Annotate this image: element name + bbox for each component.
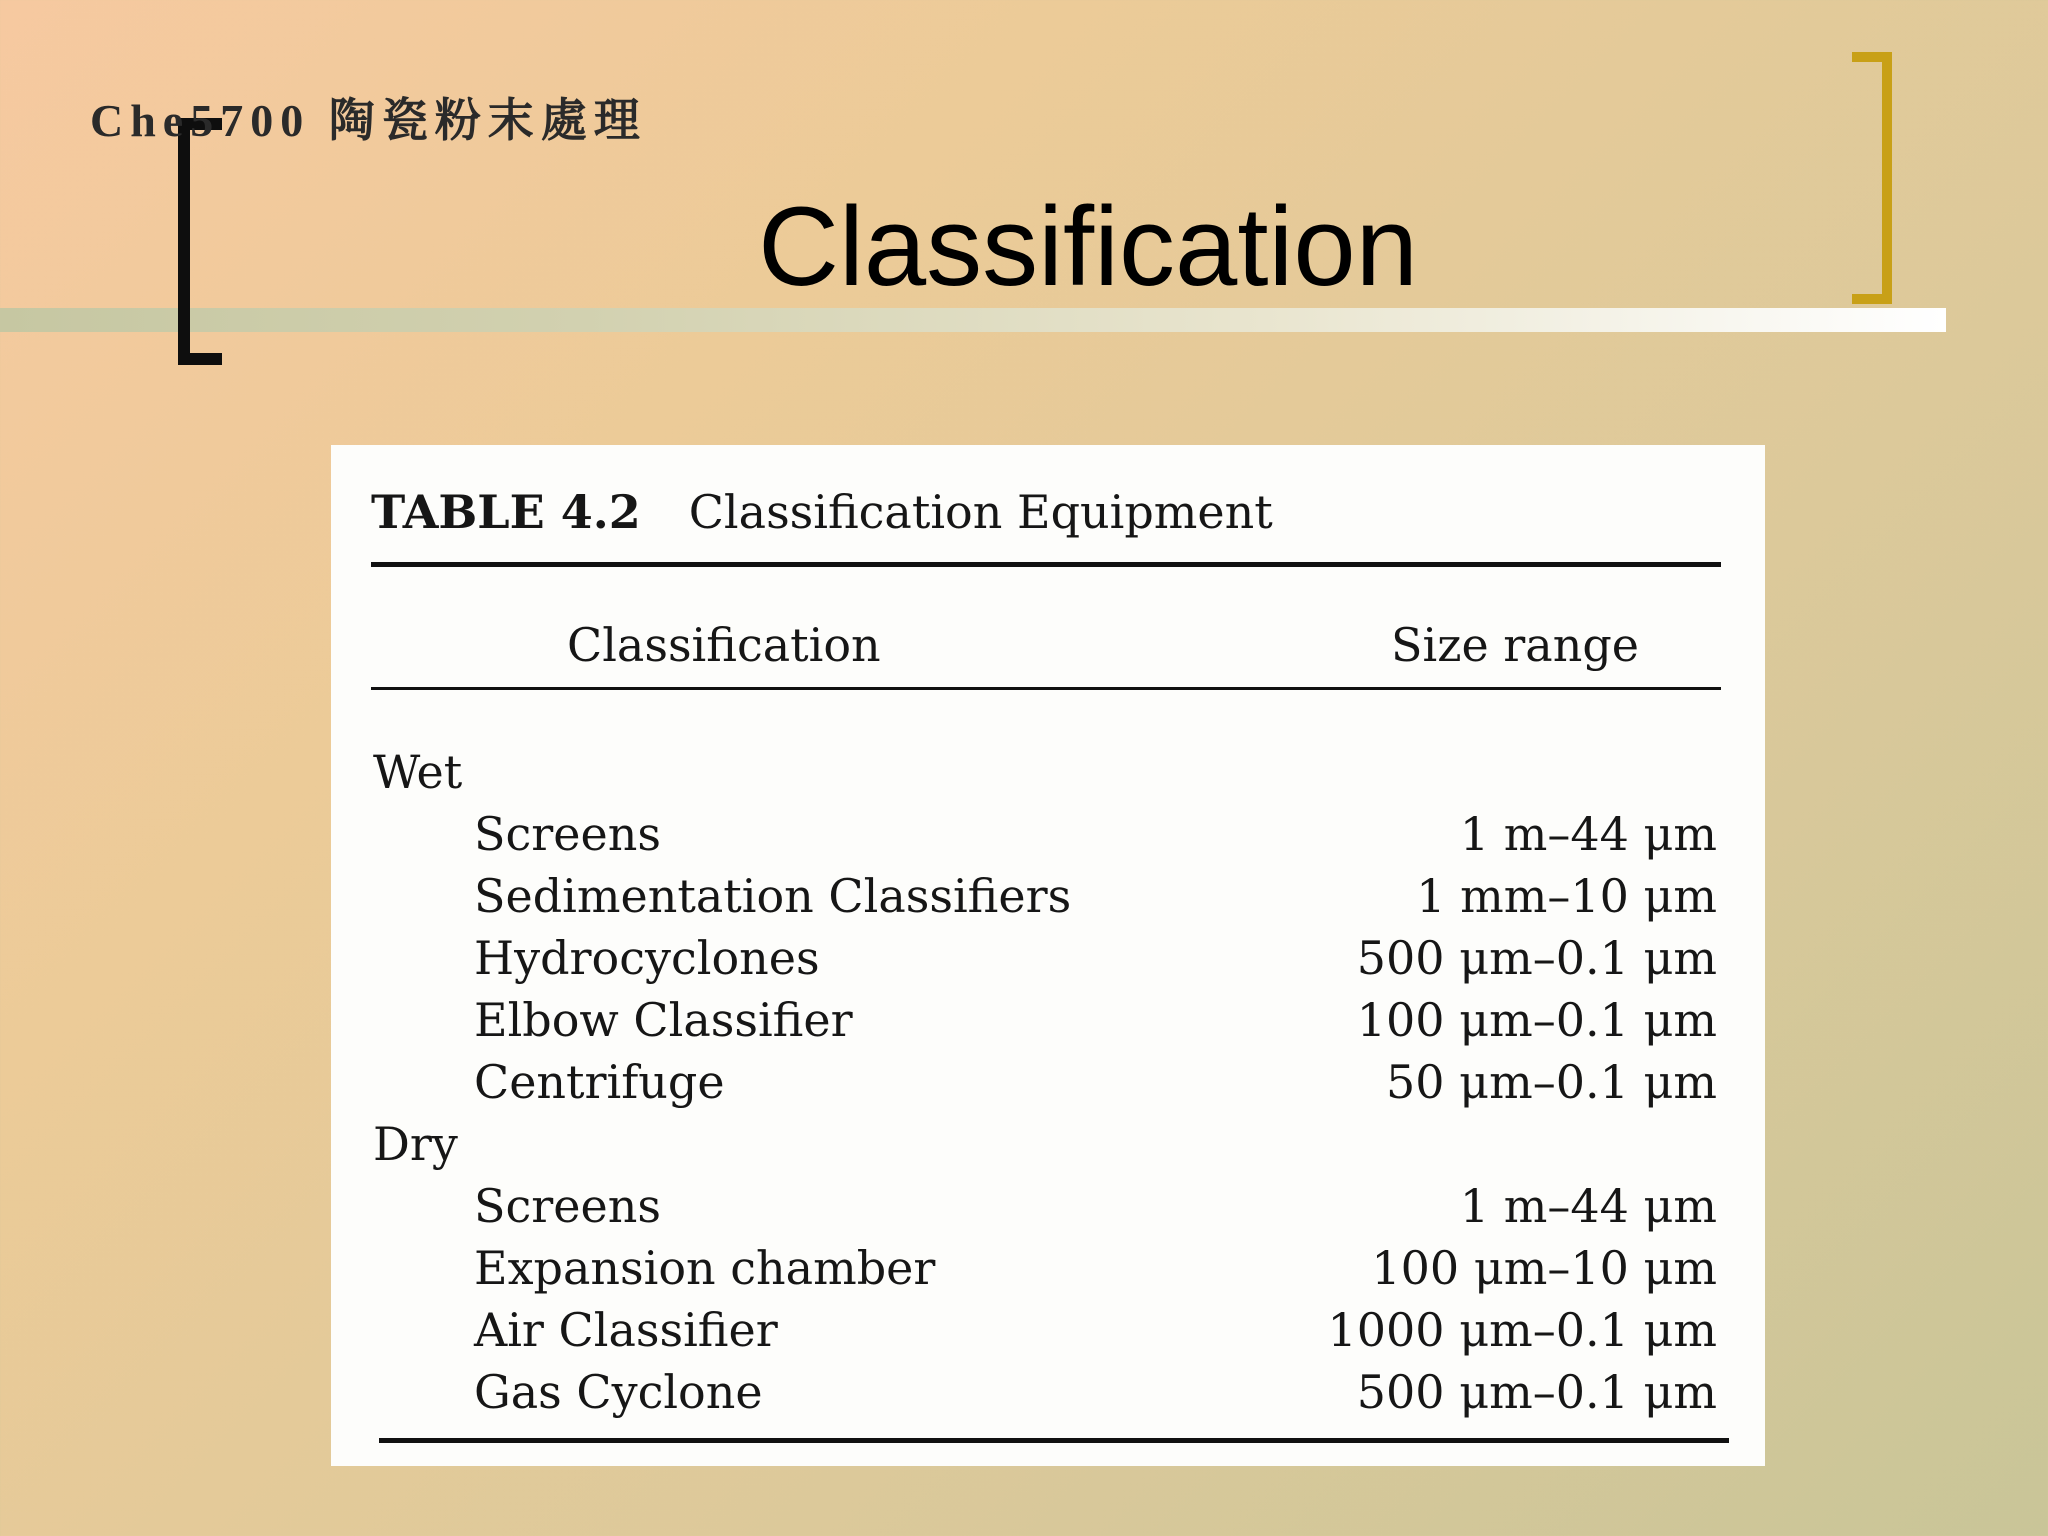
row-size-range: 1 m–44 μm: [1459, 807, 1717, 861]
table-row: [331, 869, 1765, 929]
table-header-rule: [371, 687, 1721, 690]
right-bracket-decoration: [1852, 52, 1892, 304]
row-classification: Hydrocyclones: [474, 931, 820, 985]
table-row: [331, 1241, 1765, 1301]
table-row: [331, 807, 1765, 867]
row-classification: Air Classifier: [474, 1303, 778, 1357]
classification-table: [331, 445, 1765, 1466]
row-classification: Sedimentation Classifiers: [474, 869, 1072, 923]
group-wet-label: Wet: [373, 745, 463, 799]
table-caption: [371, 485, 1273, 539]
row-size-range: 1 mm–10 μm: [1416, 869, 1717, 923]
table-row: [331, 993, 1765, 1053]
group-dry-label: Dry: [373, 1117, 458, 1171]
column-header-size-range: Size range: [1391, 618, 1640, 672]
row-size-range: 1000 μm–0.1 μm: [1327, 1303, 1717, 1357]
left-bracket-decoration: [178, 118, 222, 365]
table-row: [331, 1365, 1765, 1425]
row-size-range: 50 μm–0.1 μm: [1386, 1055, 1717, 1109]
row-classification: Elbow Classifier: [474, 993, 853, 1047]
table-number: TABLE 4.2: [371, 485, 641, 539]
row-size-range: 100 μm–10 μm: [1371, 1241, 1717, 1295]
row-classification: Screens: [474, 807, 661, 861]
slide-title: Classification: [758, 184, 1418, 309]
row-size-range: 500 μm–0.1 μm: [1356, 1365, 1717, 1419]
row-size-range: 500 μm–0.1 μm: [1356, 931, 1717, 985]
row-size-range: 100 μm–0.1 μm: [1356, 993, 1717, 1047]
row-classification: Screens: [474, 1179, 661, 1233]
table-row: [331, 1179, 1765, 1239]
row-size-range: 1 m–44 μm: [1459, 1179, 1717, 1233]
table-top-rule: [371, 562, 1721, 567]
course-label: Che5700 陶瓷粉末處理: [90, 95, 647, 146]
table-row: [331, 1303, 1765, 1363]
row-classification: Expansion chamber: [474, 1241, 936, 1295]
column-header-classification: Classification: [567, 618, 881, 672]
row-classification: Gas Cyclone: [474, 1365, 763, 1419]
row-classification: Centrifuge: [474, 1055, 725, 1109]
table-caption-text: Classification Equipment: [688, 485, 1273, 539]
table-row: [331, 931, 1765, 991]
table-bottom-rule: [379, 1438, 1729, 1443]
table-row: [331, 1055, 1765, 1115]
